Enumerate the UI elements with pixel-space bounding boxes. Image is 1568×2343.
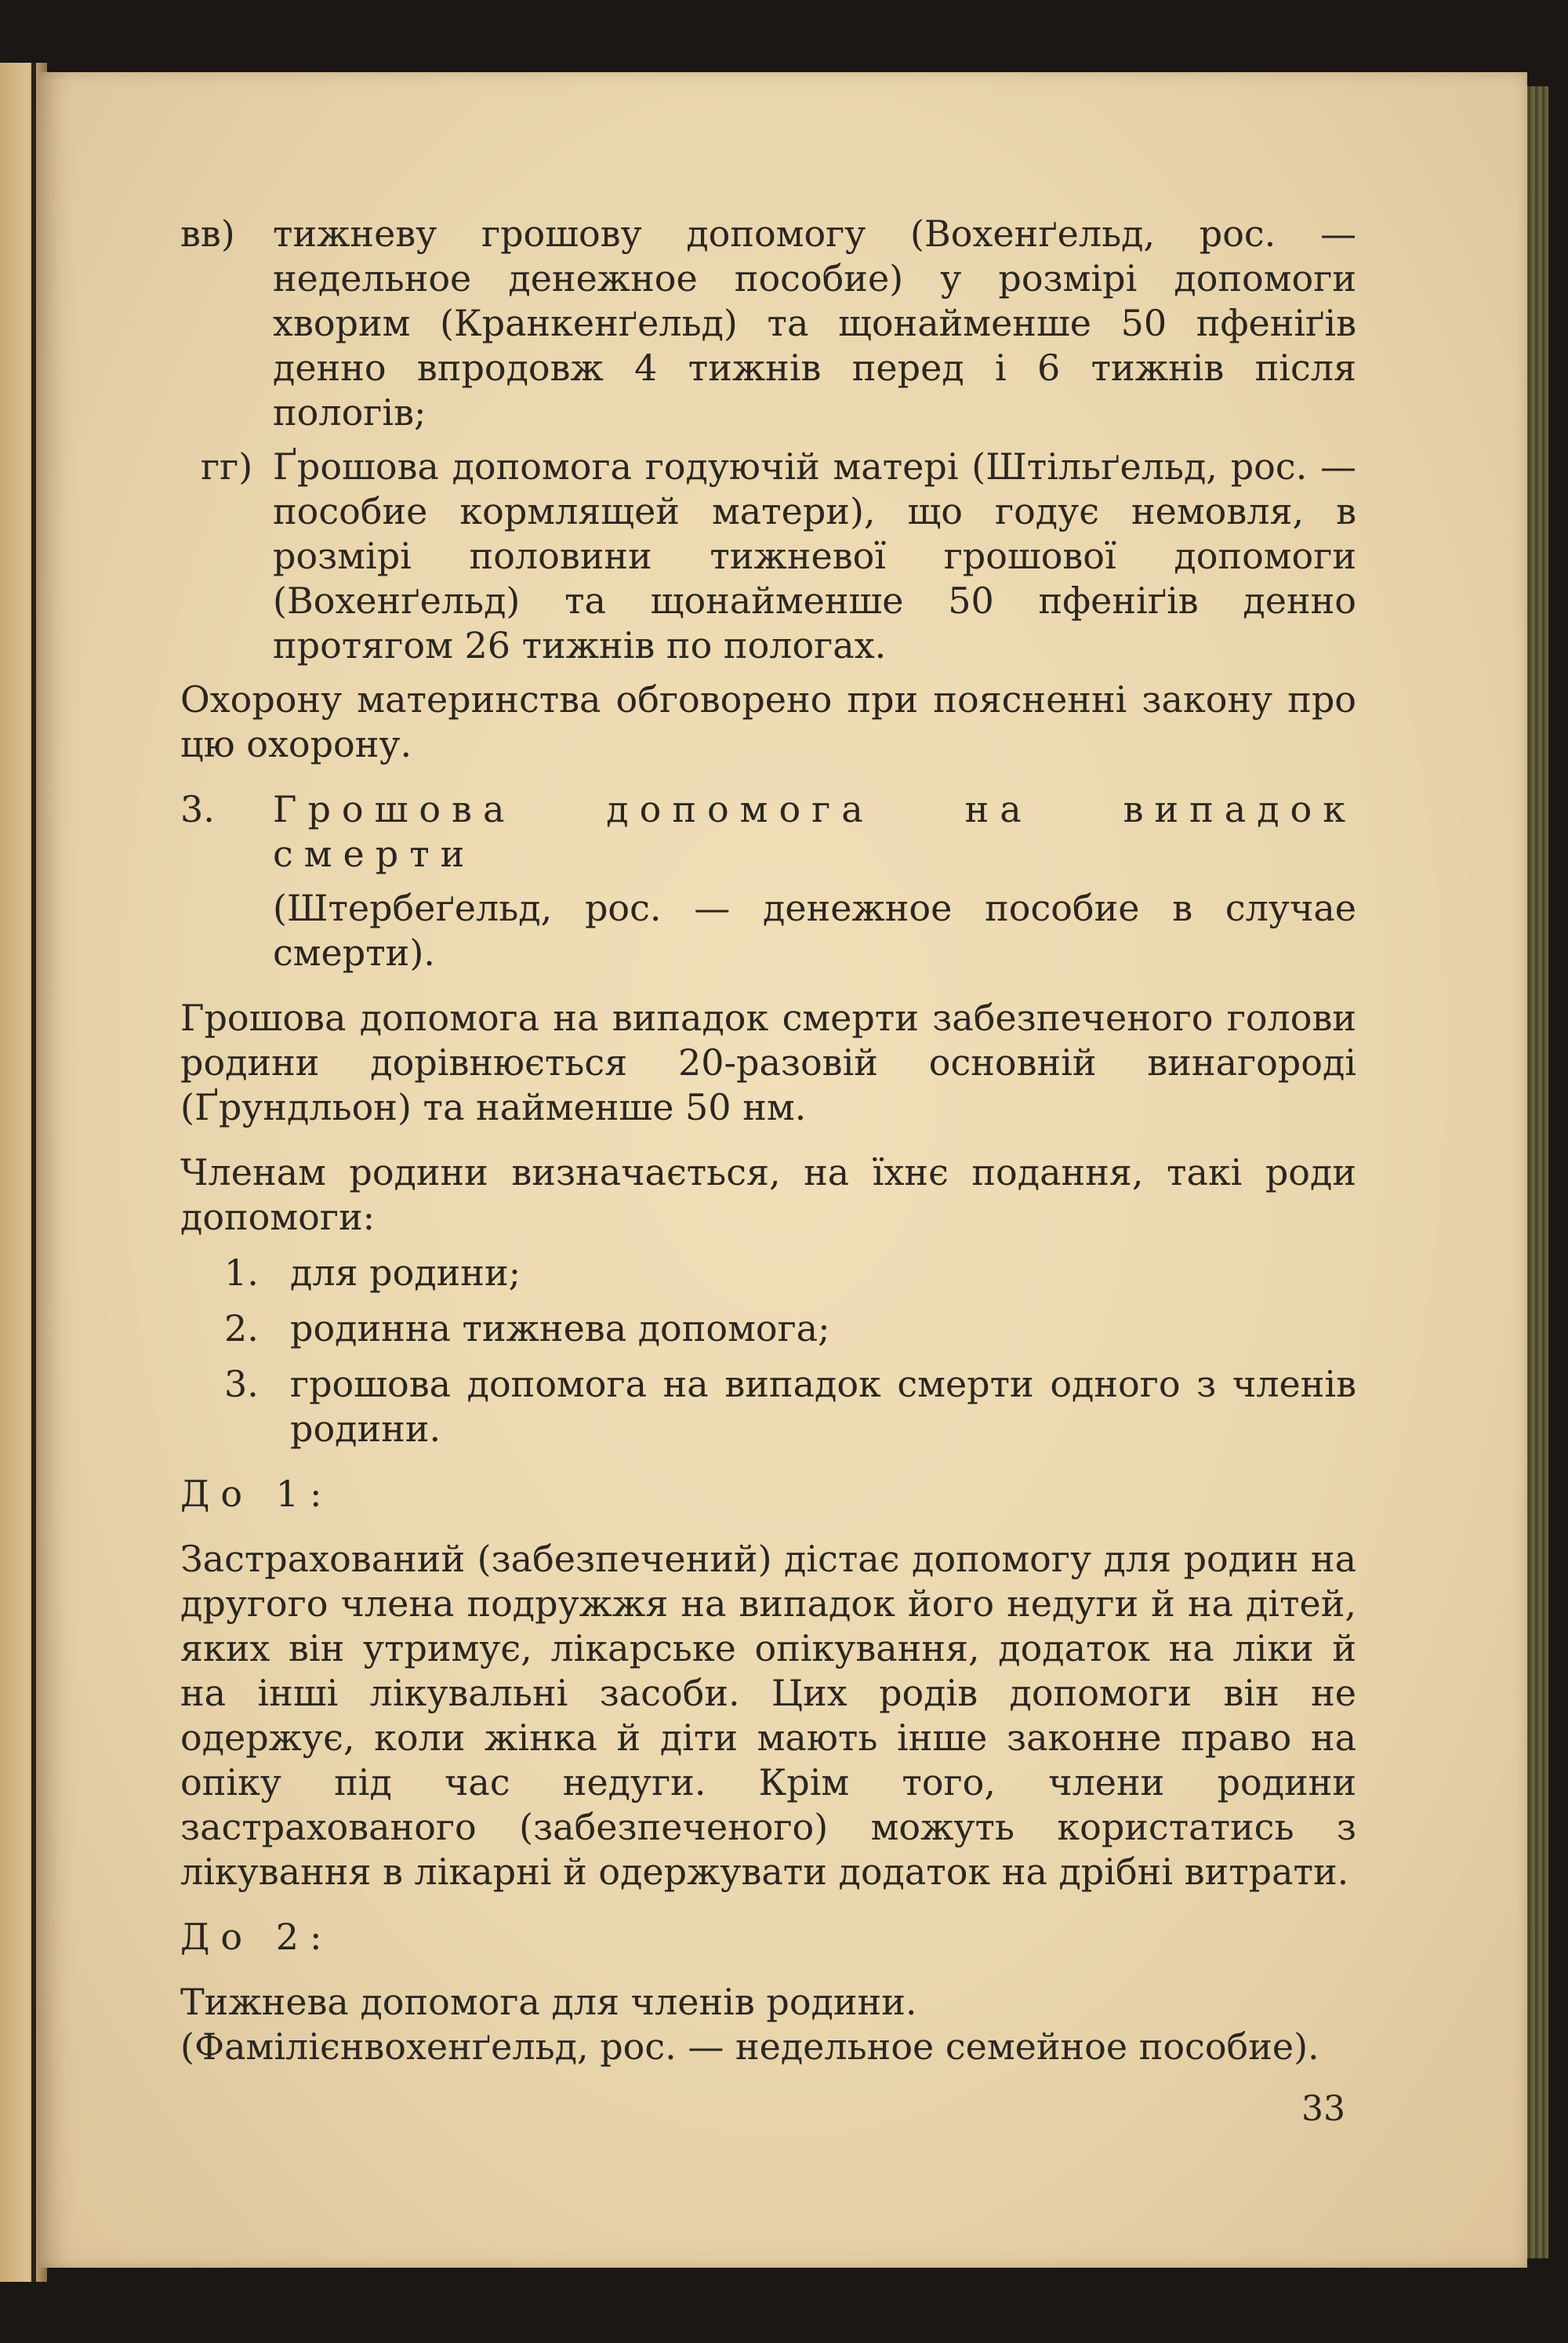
list-marker: вв) xyxy=(180,213,235,255)
list-number: 3. xyxy=(224,1363,259,1405)
list-number: 2. xyxy=(224,1307,259,1349)
paragraph-death-benefit: Грошова допомога на випадок смерти забезпеченого голови родини дорівнюється 20-разовій основній винагороді (Ґрундльон) та найменше 50 нм. xyxy=(180,997,1356,1128)
list-item-text: родинна тижнева допомога; xyxy=(290,1307,830,1349)
list-item-text: Ґрошова допомога годуючій матері (Штільґельд, рос. — пособие кормлящей матери), що годує немовля, в розмірі половини тижневої грошової допомоги (Вохенґельд) та щонайменше 50 пфеніґів денно протягом 26 тижнів по пологах. xyxy=(273,445,1356,667)
list-item-text: грошова допомога на випадок смерти одного з членів родини. xyxy=(290,1363,1356,1450)
heading-do-1: До 1: xyxy=(180,1473,333,1515)
paragraph-maternity-protection: Охорону материнства обговорено при поясненні закону про цю охорону. xyxy=(180,678,1356,765)
paragraph-do-1: Застрахований (забезпечений) дістає допомогу для родин на другого члена подружжя на випадок його недуги й на дітей, яких він утримує, лікарське опікування, додаток на ліки й на інші лікувальні засоби. Цих родів допомоги він не одержує, коли жінка й діти мають інше законне право на опіку під час недуги. Крім того, члени родини застрахованого (забезпеченого) можуть користатись з лікування в лікарні й одержувати додаток на дрібні витрати. xyxy=(180,1538,1356,1893)
section-number: 3. xyxy=(180,788,215,830)
list-item-text: тижневу грошову допомогу (Вохенґельд, рос. — недельное денежное пособие) у розмірі допомоги хворим (Кранкенґельд) та щонайменше 50 пфеніґів денно впродовж 4 тижнів перед і 6 тижнів після пологів; xyxy=(273,213,1356,434)
list-item xyxy=(180,1306,1356,1351)
list-item-text: для родини; xyxy=(290,1251,521,1294)
page-text xyxy=(180,212,1356,2069)
section-heading-note: (Штербеґельд, рос. — денежное пособие в случае смерти). xyxy=(273,887,1356,974)
list-number: 1. xyxy=(224,1251,259,1294)
paragraph-do-2-note: (Фамілієнвохенґельд, рос. — недельное семейное пособие). xyxy=(180,2025,1319,2068)
section-heading: Грошова допомога на випадок смерти xyxy=(273,788,1356,875)
list-item-gg xyxy=(180,445,1356,668)
heading-do-2: До 2: xyxy=(180,1916,333,1958)
paragraph-do-2-title: Тижнева допомога для членів родини. xyxy=(180,1981,917,2023)
list-item xyxy=(180,1362,1356,1451)
page-number: 33 xyxy=(1301,2089,1345,2129)
list-item xyxy=(180,1251,1356,1295)
paragraph-family-members: Членам родини визначається, на їхнє подання, такі роди допомоги: xyxy=(180,1151,1356,1238)
list-item-vv xyxy=(180,212,1356,435)
book-spine xyxy=(31,63,36,2282)
section-3 xyxy=(180,787,1356,975)
numbered-list xyxy=(180,1251,1356,1451)
list-marker: гг) xyxy=(201,445,253,488)
